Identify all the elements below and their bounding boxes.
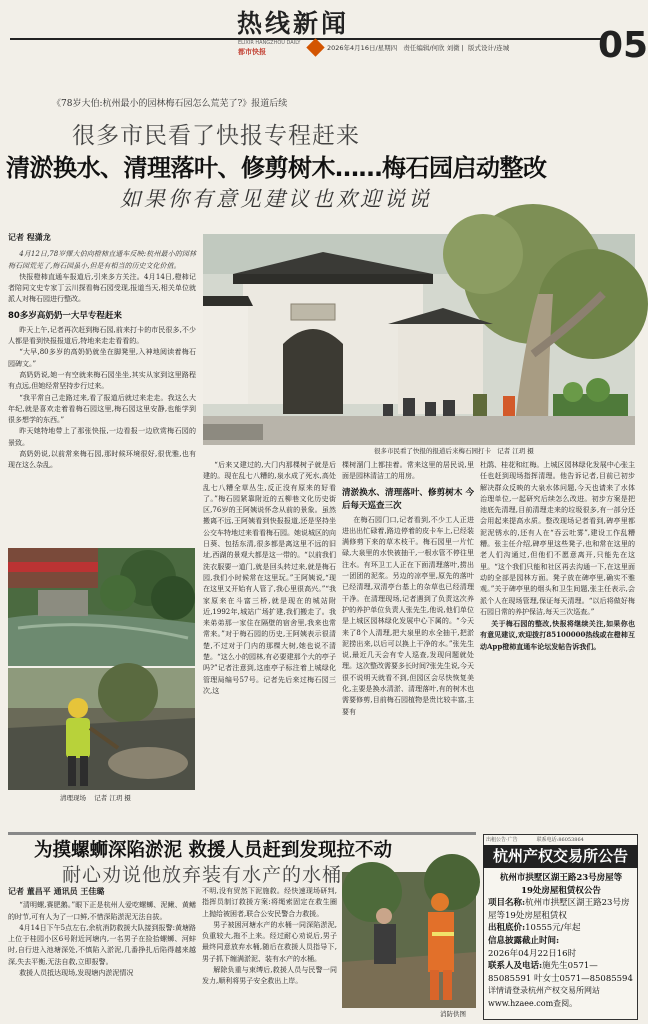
story2-headline: 为摸螺蛳深陷淤泥 救援人员赶到发现拉不动 — [34, 840, 392, 861]
story2-column-2 — [202, 886, 337, 1020]
story-divider — [8, 832, 476, 835]
paragraph: 不明,没有贸然下泥施救。经快速现场研判,指挥员制订救援方案:将绳索固定在救生圈上抛给被困者,联合公安民警合力救援。 — [202, 887, 337, 918]
notice-toprow: 出租公告·广告 联系电话:86053864 — [486, 837, 584, 843]
paragraph: 杜鹃、桂花和红梅。上城区园林绿化发展中心张主任也赶到现场指挥清理。他告诉记者,目前已初步解决群众反映的大泉水体问题,今天也请来了水体治理单位,一起研究后续怎么改进。初步方案是把池底先清理,目前清理走来的垃圾很多,有一部分还会用起来提高水质。整改现场记者看到,碑亭里都泥泥锈水的,还有人在“吞云吐雾”,建设工作乱糟糟。张主任介绍,碑亭里这些凳子,也和常在这里的老人们沟通过,但他们不愿意离开,只能先在这里。“这个我们只能和社区再去沟通一下,在这里面动的全部是园林方面。凳子放在碑亭里,确实不雅观。”关于碑亭里的烟头和卫生间题,张主任表示,会派个人在现场管理,保证每天清理。“以后将做好梅石园日常的养护保洁,每天三次巡查。” — [480, 461, 635, 616]
header-info: 2026年4月16日/星期四 责任编辑/何欣 刘微 | 版式设计/连城 — [327, 44, 510, 52]
notice-footer: 详情请登录杭州产权交易所网站www.hzaee.com查阅。 — [488, 986, 600, 1008]
rescue-photo-credit: 消防供图 — [440, 1010, 466, 1018]
paragraph: 男子被困河塘水产的水桶一同深陷淤泥,负重较大,拖不上来。经过耐心劝说后,男子最终同意放弃水桶,随后在救援人员指导下,男子抓下缠满淤泥、装有水产的水桶。 — [202, 920, 337, 963]
main-photo-caption: 很多市民看了快报的报道后来梅石园打卡 记者 江玥 摄 — [374, 447, 534, 455]
story2-column-1 — [8, 886, 196, 1020]
notice-rent: 出租底价:10555元/年起 — [488, 923, 581, 934]
notice-line: 杭州市拱墅区湖王路23号房屋等 — [499, 873, 623, 883]
notice-item: 项目名称:杭州市拱墅区湖王路23号房屋等19处房屋租赁权 — [488, 898, 630, 921]
paragraph: 昨天她特地带上了那张快报,一边看报一边欣赏梅石园的景致。 — [8, 427, 196, 447]
design-credit: 版式设计/连城 — [468, 44, 510, 52]
story2-subtitle: 耐心劝说他放弃装有水产的水桶 — [62, 864, 343, 886]
photo-rescue — [342, 872, 476, 1008]
paragraph: 解除负重与束缚后,救援人员与民警一同发力,顺利将男子安全救出上岸。 — [202, 966, 337, 986]
photo-cleanup-worker — [8, 668, 195, 790]
issue-date: 2026年4月16日/星期四 — [327, 44, 398, 52]
paragraph: “我平常自己走路过来,看了报道后就过来走走。我这么大年纪,就是喜欢走着看梅石园这里,梅石园这里安静,也能学到很多想学的东西。” — [8, 393, 196, 425]
paragraph: 高奶奶说,以前常来梅石园,那时候环境很好,很优雅,也有现在这么杂乱。 — [8, 450, 196, 470]
notice-line: 19处房屋租赁权公告 — [521, 885, 601, 896]
paragraph: 快报橙柿直通车报道后,引来多方关注。4月14日,橙柿记者陪同文史专家丁云川探看梅石园受现,报道当天,相关单位就派人对梅石园进行整改。 — [8, 272, 196, 304]
story-kicker: 《78岁大伯:杭州最小的园林梅石园怎么荒芜了?》报道后续 — [52, 99, 288, 109]
notice-body — [488, 872, 634, 1011]
notice-contact: 联系人及电话:施先生0571—85085591 叶女士0571—85085594 — [488, 961, 633, 984]
photo-meishi-garden-entrance — [203, 234, 635, 445]
paragraph: 4月14日下午5点左右,余杭消防救援大队接到报警:黄塘路上位于桂园小区6号附近河塘内,一名男子在捡拾螺蛳、河蚌时,自行进入池塘深处,不慎陷入淤泥,几番挣扎后陷得越来越深,失去平衡,无法自救,立即报警。 — [8, 923, 196, 966]
paragraph: “清明螺,赛肥鹅。”眼下正是杭州人爱吃螺蛳、泥鳅、黄鳝的时节,可有人为了一口鲜,不惜深陷淤泥无法自拔。 — [8, 901, 196, 921]
story-pretitle: 很多市民看了快报专程赶来 — [72, 123, 360, 149]
follow-up-note: 关于梅石园的整改,快报将继续关注,如果你也有意见建议,欢迎拨打85100000热线或在橙柿互动App橙柿直通车论坛发帖告诉我们。 — [480, 619, 635, 651]
lead-column-4 — [342, 460, 474, 830]
lead-column-3 — [203, 460, 336, 830]
header-rule — [10, 38, 606, 40]
lead-column-1 — [8, 232, 196, 544]
notice-title: 杭州产权交易所公告 — [483, 845, 638, 868]
story2-byline: 记者 董昌平 通讯员 王佳璐 — [8, 886, 105, 896]
byline: 记者 程潇龙 — [8, 232, 51, 242]
paragraph: 在梅石园门口,记者看到,不少工人正进进出出忙碌着,路边停着的皮卡车上,已经装满修剪下来的草木枝干。梅石园里一片忙碌,大泉里的水快被抽干,一根水管不停往里注水。有环卫工人正在下面清理落叶,捞出一团团的泥浆。另边的凉亭里,原先的落叶已经清理,双清亭台基上的杂草也已经清理干净。在清理现场,记者遇到了负责这次养护的养护单位负责人张先生,他说,他们单位是上城区园林绿化发展中心下属的。“今天来了8个人清理,把大泉里的水全抽干,把淤泥捞出来,以后可以换上干净的水。”张先生说,最近几天会有专人巡查,发现问题就处理。这次整改需要多长时间?张先生说,今天很不说明天就看不到,但园区会尽快恢复美化,主要是换水清淤、清理落叶,有的树木也需要修剪,目前梅石园植物是贵比较丰富,主要有 — [342, 515, 474, 716]
intro-paragraph: 4月12日,78岁惲大伯向橙柿直通车反映:杭州最小的园林梅石园荒芜了,梅石园虽小,但是有相当的历史文化价值。 — [8, 250, 196, 270]
masthead-small: ELIXIR HANGZHOU DAILY — [238, 40, 301, 46]
paragraph: 棵树溜门上都挂着。常来这里的居民说,里面是园林清洁工的用房。 — [342, 461, 474, 481]
section-subhead: 清淤换水、清理落叶、修剪树木 今后每天巡查三次 — [342, 487, 474, 511]
story-headline: 清淤换水、清理落叶、修剪树木……梅石园启动整改 — [6, 154, 547, 182]
notice-deadline: 2026年04月22日16时 — [488, 948, 577, 959]
paragraph: “大早,80多岁的高奶奶就坐在脚凳里,入神地阅读着梅石园碑文。” — [8, 348, 196, 368]
section-title: 热线新闻 — [237, 9, 350, 38]
lead-column-5 — [480, 460, 635, 830]
story-subtitle: 如果你有意见建议也欢迎说说 — [120, 187, 432, 211]
editor-credit: 责任编辑/何欣 刘微 — [403, 44, 460, 52]
notice-deadline-label: 信息披露截止时间: — [488, 935, 560, 946]
masthead-brand: 都市快报 — [238, 48, 266, 56]
paragraph: 高奶奶说,她一有空就来梅石园坐坐,其实从家到这里路程有点远,但她经常坚持步行过来。 — [8, 370, 196, 391]
page-number: 05 — [598, 25, 648, 66]
paragraph: 救援人员抵达现场,发现塘内淤泥情况 — [19, 969, 134, 978]
small-photo-caption: 清理现场 记者 江玥 摄 — [60, 794, 131, 802]
photo-canal — [8, 548, 195, 666]
paragraph: 昨天上午,记者再次赶到梅石园,前来打卡的市民很多,不少人都是看到快报报道后,特地来走走看看的。 — [8, 325, 196, 346]
section-subhead: 80多岁高奶奶一大早专程赶来 — [8, 310, 122, 321]
paragraph: “后来又建过的,大门内那棵树子就是后建的。现在乱七八糟的,泉水成了死水,高处乱七八糟全草丛生,反正没有原来的好看了。”梅石园紧靠附近的五柳巷文化历史街区,76岁的王阿姨说怀念从前的景象。虽然搬离不远,王阿姨看到快报报道,还是坚持坐公交车特地过来看看梅石园。她说城区的向日葵、包括东清,很多都是离这里不远的旧址,西湖的景观大都是这一带的。“以前我们洗衣服要一道门,就是回头转过来,就是梅石园,我们小时候常在这里玩。”王阿姨说,“现在这里又开始有人管了,我心里很高兴。”“我家原来在斗富三桥,就是现在的城站附近,1992年,城站广场扩建,我们搬走了。我来弟弟那一家住在隔壁的宿舍里,我来也常常来。”对于梅石园的历史,王阿姨表示很清楚,不过对于门内的那棵大树,她也说不清楚。“这么小的园林,有必要建那个大的亭子吗?”记者注意到,这座亭子标注着上城绿化管理局编号57号。记者先后来过梅石园三次,这 — [203, 461, 336, 695]
